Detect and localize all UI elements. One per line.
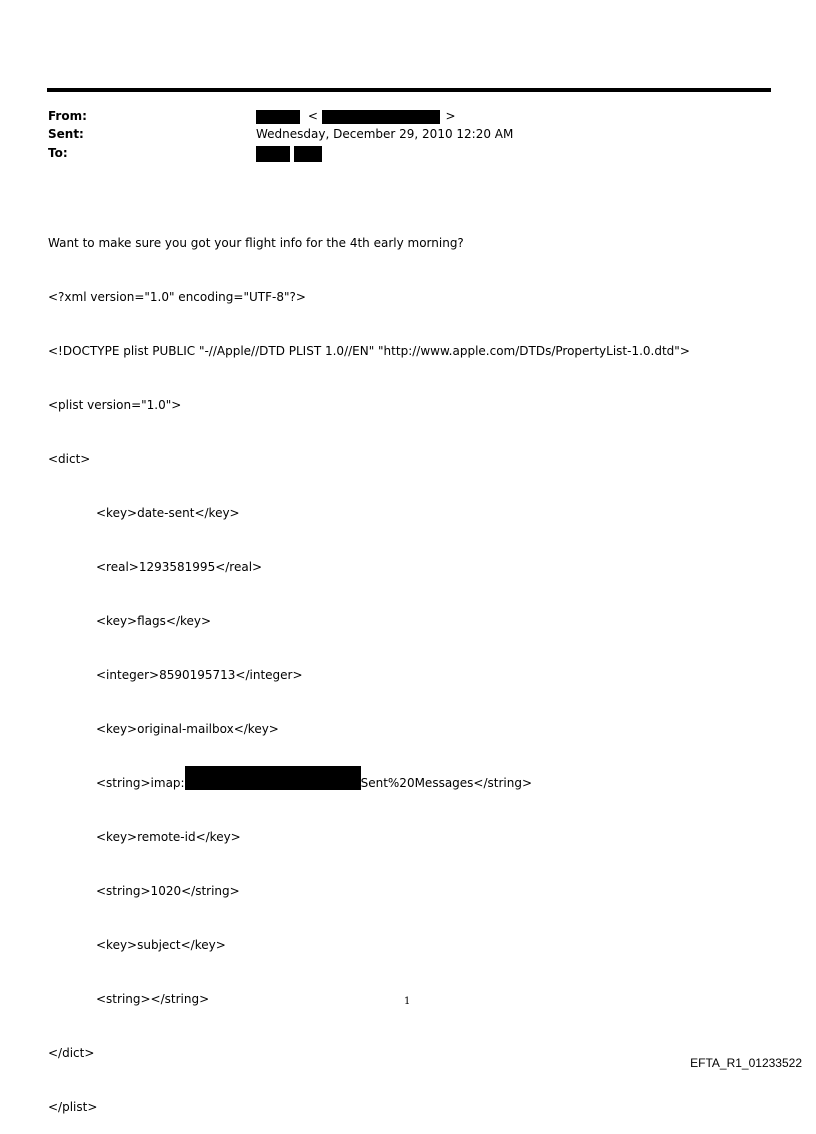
imap-suffix: Sent%20Messages</string>: [360, 776, 533, 790]
plist-close: </plist>: [48, 1100, 98, 1114]
string-imap-line: [48, 774, 690, 792]
to-label: To:: [48, 146, 68, 160]
body-intro: Want to make sure you got your flight info for the 4th early morning?: [48, 236, 464, 250]
string-subject: <string></string>: [96, 992, 210, 1006]
key-remote-id: <key>remote-id</key>: [96, 830, 241, 844]
redacted-sender-name: [256, 110, 300, 124]
imap-prefix: <string>imap:: [96, 776, 185, 790]
redacted-sender-email: [322, 110, 440, 124]
redacted-recipient-first: [256, 146, 290, 162]
sent-value: Wednesday, December 29, 2010 12:20 AM: [256, 127, 514, 141]
dict-open: <dict>: [48, 452, 91, 466]
doctype-line: <!DOCTYPE plist PUBLIC "-//Apple//DTD PLIST 1.0//EN" "http://www.apple.com/DTDs/PropertyList-1.0.dtd">: [48, 344, 690, 358]
to-value: [256, 145, 322, 162]
sent-label: Sent:: [48, 127, 84, 141]
integer-value: <integer>8590195713</integer>: [96, 668, 303, 682]
from-value: [256, 108, 456, 124]
string-remote-id: <string>1020</string>: [96, 884, 240, 898]
email-body: [48, 198, 690, 1134]
from-bracket-open: <: [307, 109, 318, 123]
page-number: 1: [404, 996, 411, 1007]
header-divider: [47, 88, 771, 92]
key-date-sent: <key>date-sent</key>: [96, 506, 240, 520]
xml-declaration: <?xml version="1.0" encoding="UTF-8"?>: [48, 290, 306, 304]
real-value: <real>1293581995</real>: [96, 560, 263, 574]
key-subject: <key>subject</key>: [96, 938, 226, 952]
redacted-imap-account: [185, 766, 361, 790]
dict-close: </dict>: [48, 1046, 95, 1060]
key-original-mailbox: <key>original-mailbox</key>: [96, 722, 279, 736]
key-flags: <key>flags</key>: [96, 614, 212, 628]
from-label: From:: [48, 109, 87, 123]
bates-number: EFTA_R1_01233522: [690, 1056, 802, 1070]
from-bracket-close: >: [445, 109, 456, 123]
plist-open: <plist version="1.0">: [48, 398, 182, 412]
redacted-recipient-last: [294, 146, 322, 162]
